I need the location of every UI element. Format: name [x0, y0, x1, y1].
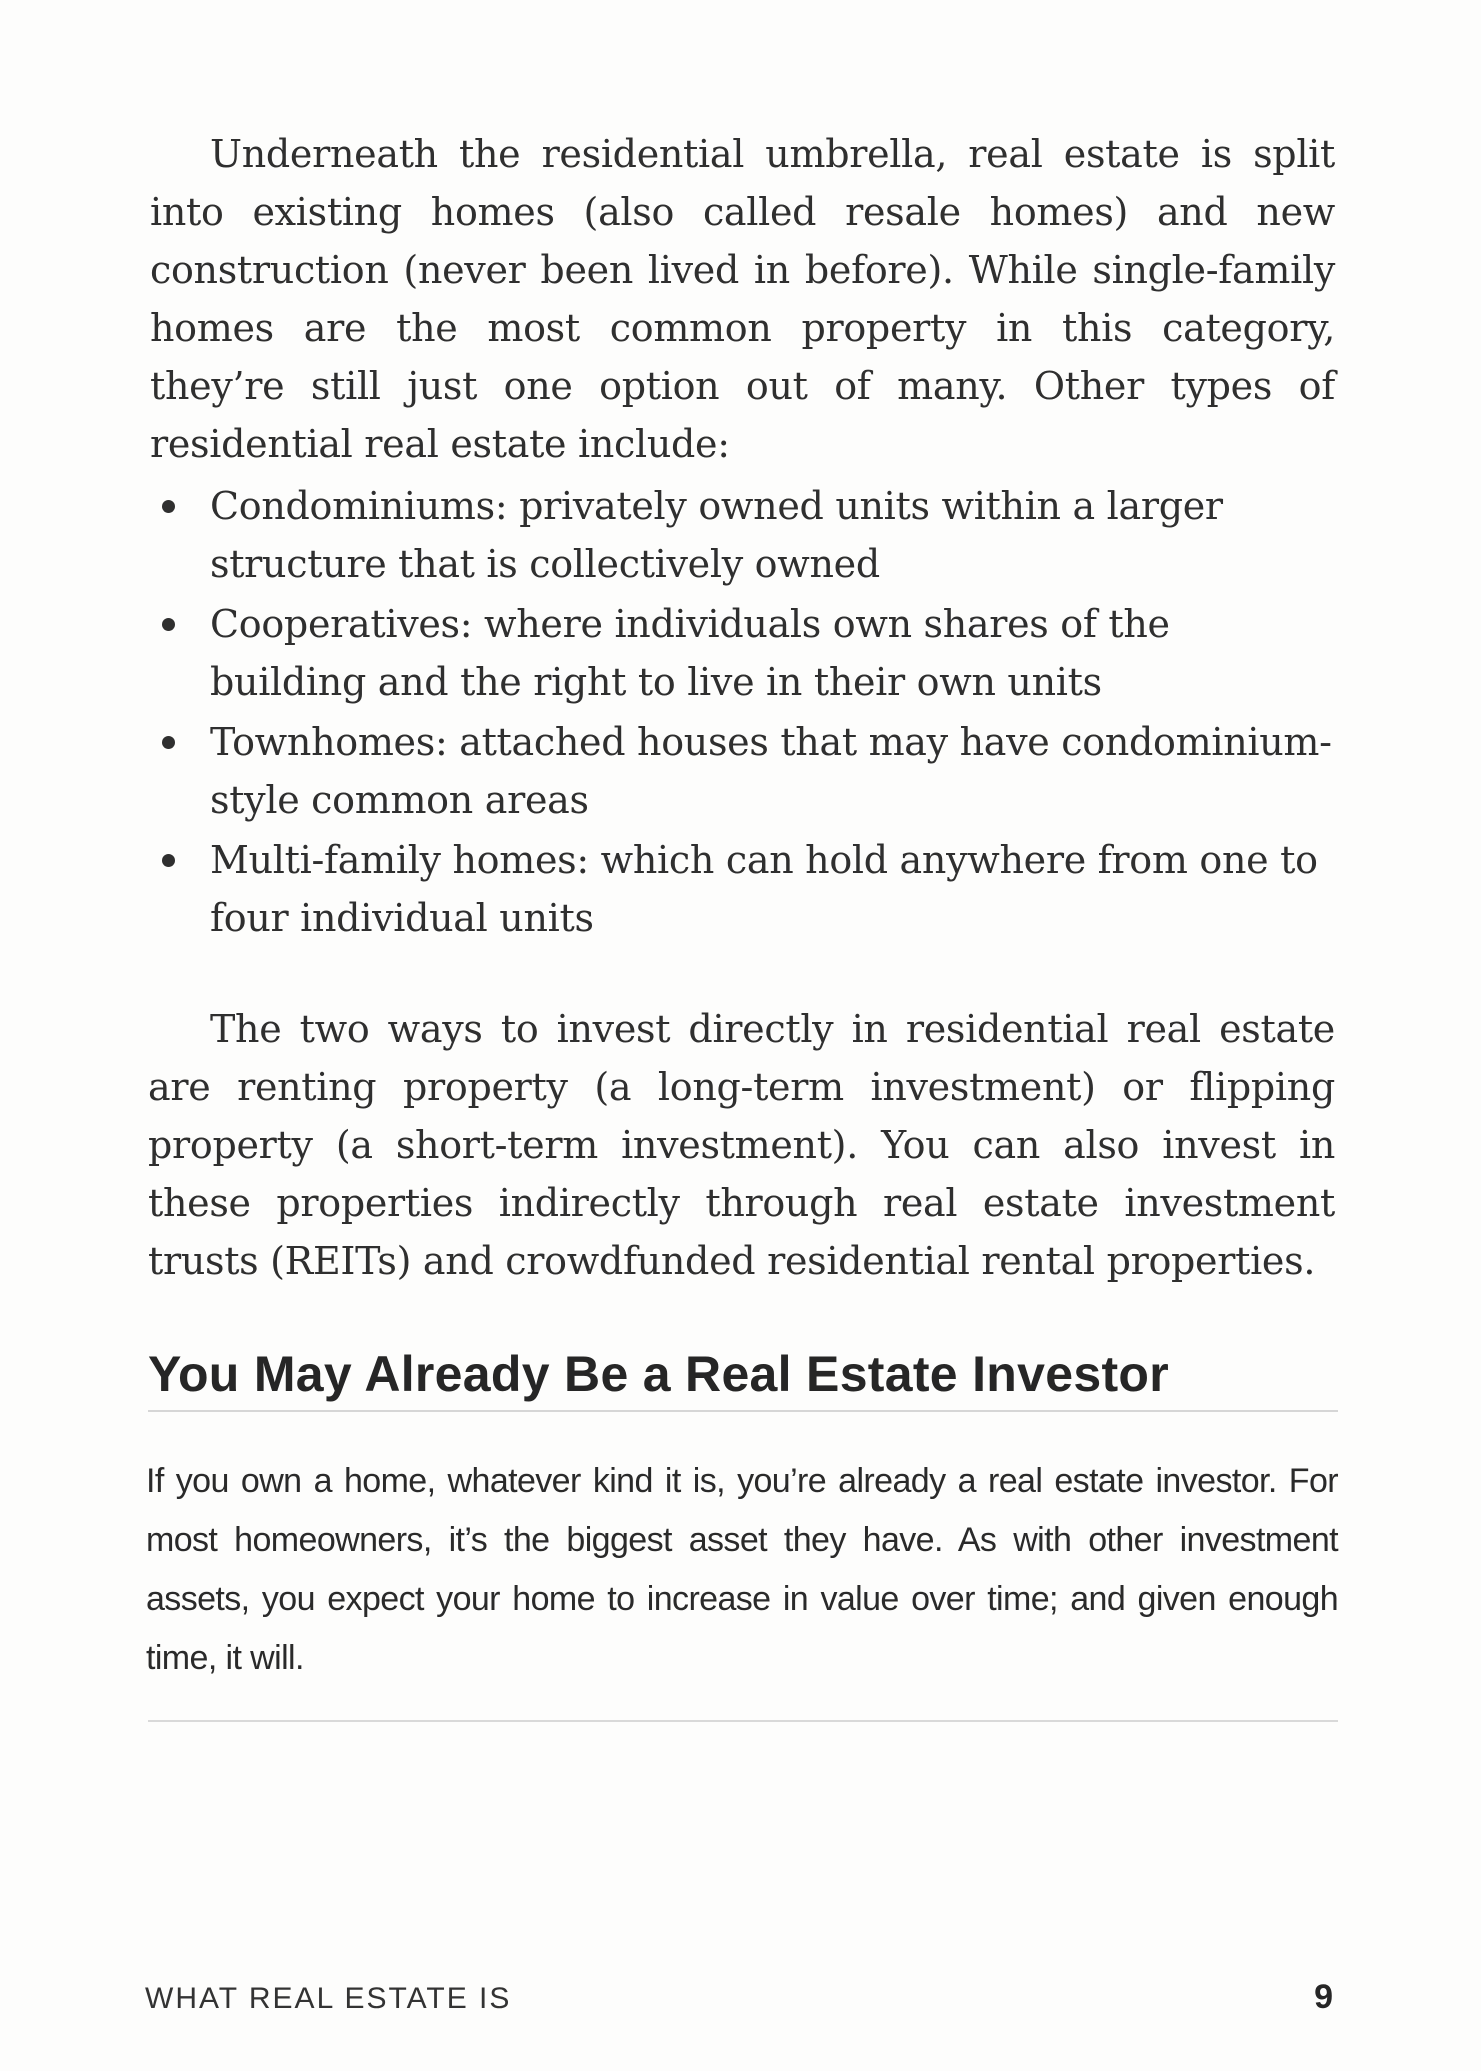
list-item-text: Condominiums: privately owned units within a larger structure that is collectively owned	[210, 484, 1223, 586]
running-head: WHAT REAL ESTATE IS	[145, 1982, 512, 2015]
page-number: 9	[1314, 1978, 1333, 2016]
section-heading: You May Already Be a Real Estate Investor	[148, 1346, 1170, 1402]
list-item-text: Cooperatives: where individuals own shares of the building and the right to live in their own units	[210, 602, 1170, 704]
residential-types-list	[150, 477, 1335, 949]
bullet-icon	[162, 500, 175, 513]
section-divider	[148, 1720, 1338, 1722]
investment-paragraph: The two ways to invest directly in residential real estate are renting property (a long-term investment) or flipping property (a short-term investment). You can also invest in these properties indirectly through real estate investment trusts (REITs) and crowdfunded residential rental properties.	[148, 1007, 1335, 1283]
list-item	[150, 595, 1335, 711]
list-item-text: Multi-family homes: which can hold anywhere from one to four individual units	[210, 838, 1318, 940]
bullet-icon	[162, 854, 175, 867]
heading-divider	[148, 1410, 1338, 1412]
section-body: If you own a home, whatever kind it is, you’re already a real estate investor. For most homeowners, it’s the biggest asset they have. As with other investment assets, you expect your home to increase in value over time; and given enough time, it will.	[146, 1462, 1338, 1677]
intro-paragraph: Underneath the residential umbrella, real estate is split into existing homes (also called resale homes) and new construction (never been lived in before). While single-family homes are the most common property in this category, they’re still just one option out of many. Other types of residential real estate include:	[150, 132, 1335, 466]
bullet-icon	[162, 736, 175, 749]
list-item-text: Townhomes: attached houses that may have condominium-style common areas	[210, 720, 1332, 822]
list-item	[150, 713, 1335, 829]
list-item	[150, 477, 1335, 593]
bullet-icon	[162, 618, 175, 631]
list-item	[150, 831, 1335, 947]
